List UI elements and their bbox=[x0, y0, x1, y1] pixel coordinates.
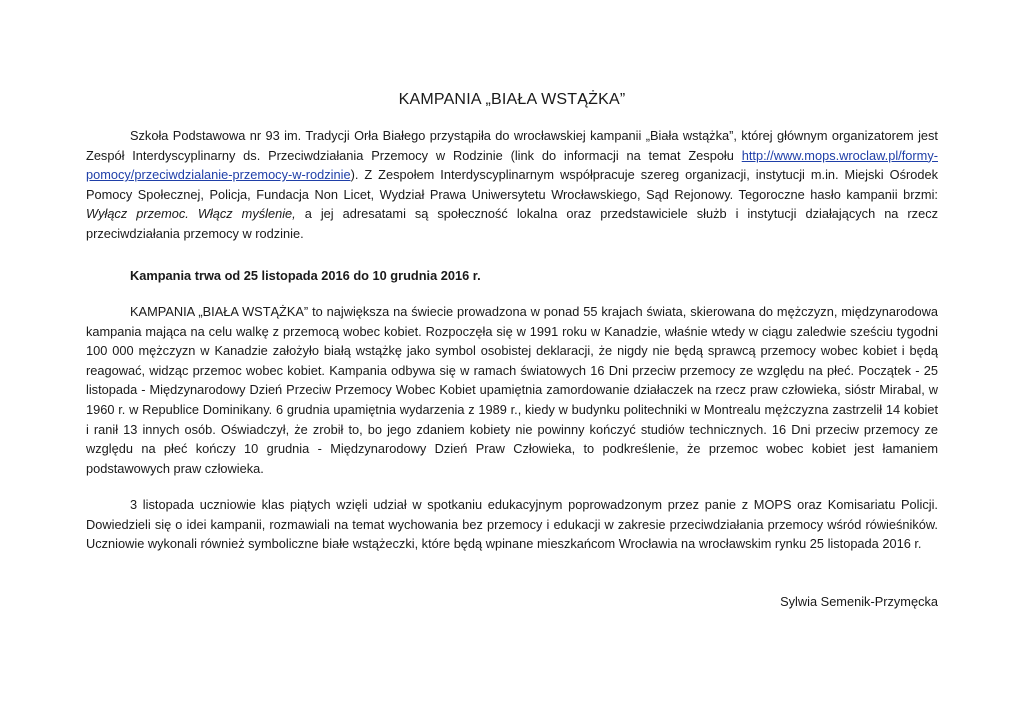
document-title: KAMPANIA „BIAŁA WSTĄŻKA” bbox=[398, 91, 626, 108]
intro-text-end: a jej adresatami są społeczność lokalna oraz przedstawiciele służb i instytucji działających na rzecz przeciwdziałania przemocy w rodzinie. bbox=[86, 206, 938, 241]
intro-text-after-link: ). Z Zespołem Interdyscyplinarnym współpracuje szereg organizacji, instytucji m.in. Miejski Ośrodek Pomocy Społecznej, Policja, Fundacja Non Licet, Wydział Prawa Uniwersytetu Wrocławskiego, Sąd Rejonowy. Tegoroczne hasło kampanii brzmi: bbox=[86, 167, 938, 202]
paragraph-intro bbox=[86, 126, 938, 244]
document-page bbox=[86, 0, 938, 725]
author-signature: Sylwia Semenik-Przymęcka bbox=[780, 594, 938, 609]
paragraph-campaign-history: KAMPANIA „BIAŁA WSTĄŻKA” to największa na świecie prowadzona w ponad 55 krajach świata, skierowana do mężczyzn, międzynarodowa kampania mająca na celu walkę z przemocą wobec kobiet. Rozpoczęła się w 1991 roku w Kanadzie, właśnie wtedy w ciągu zaledwie sześciu tygodni 100 000 mężczyzn w Kanadzie założyło białą wstążkę jako symbol osobistej deklaracji, że nigdy nie będą sprawcą przemocy wobec kobiet i będą reagować, widząc przemoc wobec kobiet. Kampania odbywa się w ramach światowych 16 Dni przeciw przemocy ze względu na płeć. Początek - 25 listopada - Międzynarodowy Dzień Przeciw Przemocy Wobec Kobiet upamiętnia zamordowanie działaczek na rzecz praw człowieka, sióstr Mirabal, w 1960 r. w Republice Dominikany. 6 grudnia upamiętnia wydarzenia z 1989 r., kiedy w budynku politechniki w Montrealu mężczyzna zastrzelił 14 kobiet i ranił 13 innych osób. Oświadczył, że zrobił to, bo jego zdaniem kobiety nie powinny kończyć studiów technicznych. 16 Dni przeciw przemocy ze względu na płeć kończy 10 grudnia - Międzynarodowy Dzień Praw Człowieka, to podkreślenie, że przemoc wobec kobiet jest łamaniem podstawowych praw człowieka. bbox=[86, 304, 938, 476]
paragraph-school-event: 3 listopada uczniowie klas piątych wzięli udział w spotkaniu edukacyjnym poprowadzonym przez panie z MOPS oraz Komisariatu Policji. Dowiedzieli się o idei kampanii, rozmawiali na temat wychowania bez przemocy i edukacji w zakresie przeciwdziałania przemocy wśród rówieśników. Uczniowie wykonali również symboliczne białe wstążeczki, które będą wpinane mieszkańcom Wrocławia na wrocławskim rynku 25 listopada 2016 r. bbox=[86, 497, 938, 552]
intro-text-before-link: Szkoła Podstawowa nr 93 im. Tradycji Orła Białego przystąpiła do wrocławskiej kampanii „Biała wstążka”, której głównym organizatorem jest Zespół Interdyscyplinarny ds. Przeciwdziałania Przemocy w Rodzinie (link do informacji na temat Zespołu bbox=[86, 128, 938, 163]
paragraph-dates: Kampania trwa od 25 listopada 2016 do 10 grudnia 2016 r. bbox=[130, 268, 481, 283]
campaign-slogan: Wyłącz przemoc. Włącz myślenie, bbox=[86, 206, 296, 222]
mops-link[interactable]: http://www.mops.wroclaw.pl/formy-pomocy/przeciwdzialanie-przemocy-w-rodzinie bbox=[86, 147, 938, 183]
